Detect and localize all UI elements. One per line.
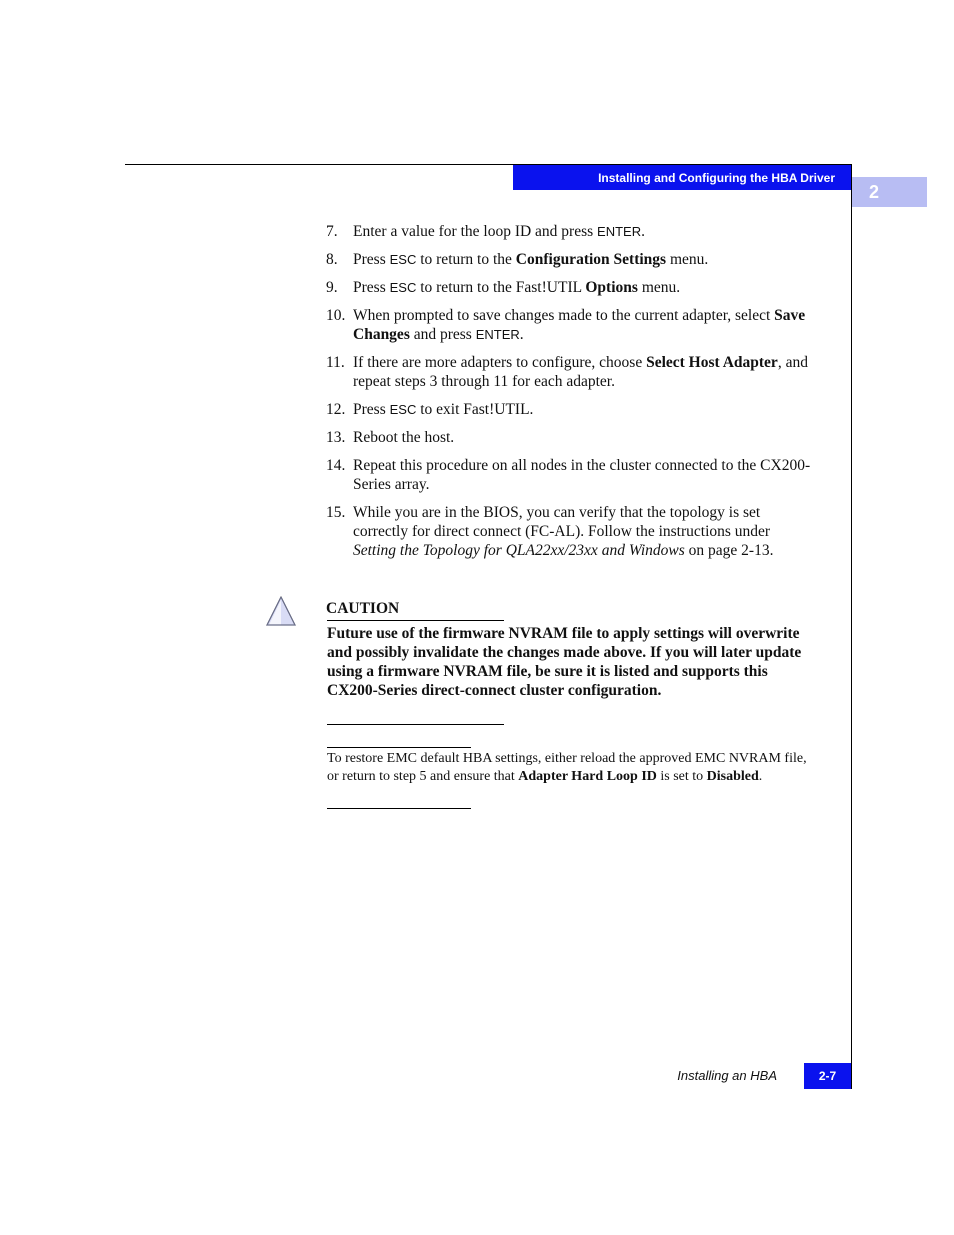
step-item: 11. If there are more adapters to configure, choose Select Host Adapter, and repeat steps 3 through 11 for each adapter.: [326, 354, 808, 390]
step-number: 9.: [326, 279, 338, 296]
key-name: ENTER: [475, 327, 520, 342]
step-item: 10. When prompted to save changes made to the current adapter, select Save Changes and press ENTER.: [326, 307, 806, 343]
key-name: ENTER: [597, 224, 642, 239]
caution-title: CAUTION: [326, 600, 400, 617]
page-number: 2-7: [804, 1063, 851, 1089]
running-header: [513, 165, 851, 190]
note-text: To restore EMC default HBA settings, either reload the approved EMC NVRAM file, or return to step 5 and ensure that Adapter Hard Loop ID is set to Disabled.: [327, 751, 807, 784]
step-item: 7. Enter a value for the loop ID and press ENTER.: [326, 223, 645, 240]
step-item: 9. Press ESC to return to the Fast!UTIL Options menu.: [326, 279, 681, 296]
divider: [327, 724, 504, 725]
key-name: ESC: [389, 280, 417, 295]
menu-name: Configuration Settings: [515, 251, 667, 268]
menu-name: Options: [585, 279, 638, 296]
step-number: 12.: [326, 401, 346, 418]
caution-text: Future use of the firmware NVRAM file to apply settings will overwrite and possibly invalidate the changes made above. If you will later update using a firmware NVRAM file, be sure it is listed and supports this CX200-Series direct-connect cluster configuration.: [327, 625, 802, 699]
setting-value: Disabled: [706, 769, 759, 784]
menu-name: Save Changes: [353, 307, 806, 343]
key-name: ESC: [389, 402, 417, 417]
step-number: 8.: [326, 251, 338, 268]
divider: [327, 808, 471, 809]
procedure-steps: [326, 222, 816, 569]
step-item: 12. Press ESC to exit Fast!UTIL.: [326, 401, 534, 418]
step-number: 7.: [326, 223, 338, 240]
step-item: 8. Press ESC to return to the Configuration Settings menu.: [326, 251, 709, 268]
step-item: 14. Repeat this procedure on all nodes in the cluster connected to the CX200-Series array.: [326, 457, 811, 493]
menu-name: Select Host Adapter: [646, 354, 778, 371]
caution-triangle-icon: [265, 595, 297, 627]
divider: [327, 747, 471, 748]
key-name: ESC: [389, 252, 417, 267]
divider: [327, 620, 504, 621]
section-title: Installing and Configuring the HBA Driver: [598, 170, 835, 185]
cross-reference: Setting the Topology for QLA22xx/23xx and Windows: [353, 542, 685, 559]
step-number: 14.: [326, 457, 346, 474]
margin-rule: [851, 164, 852, 1089]
step-item: 13. Reboot the host.: [326, 429, 455, 446]
setting-name: Adapter Hard Loop ID: [518, 769, 657, 784]
footer-section: Installing an HBA: [677, 1068, 777, 1083]
step-number: 15.: [326, 504, 346, 521]
step-number: 13.: [326, 429, 346, 446]
chapter-number: 2: [869, 181, 880, 202]
chapter-tab: [852, 177, 927, 207]
step-number: 11.: [326, 354, 345, 371]
step-item: 15. While you are in the BIOS, you can verify that the topology is set correctly for direct connect (FC-AL). Follow the instructions under Setting the Topology for QLA22xx/23xx and Windows on page 2-13.: [326, 504, 774, 559]
step-number: 10.: [326, 307, 346, 324]
